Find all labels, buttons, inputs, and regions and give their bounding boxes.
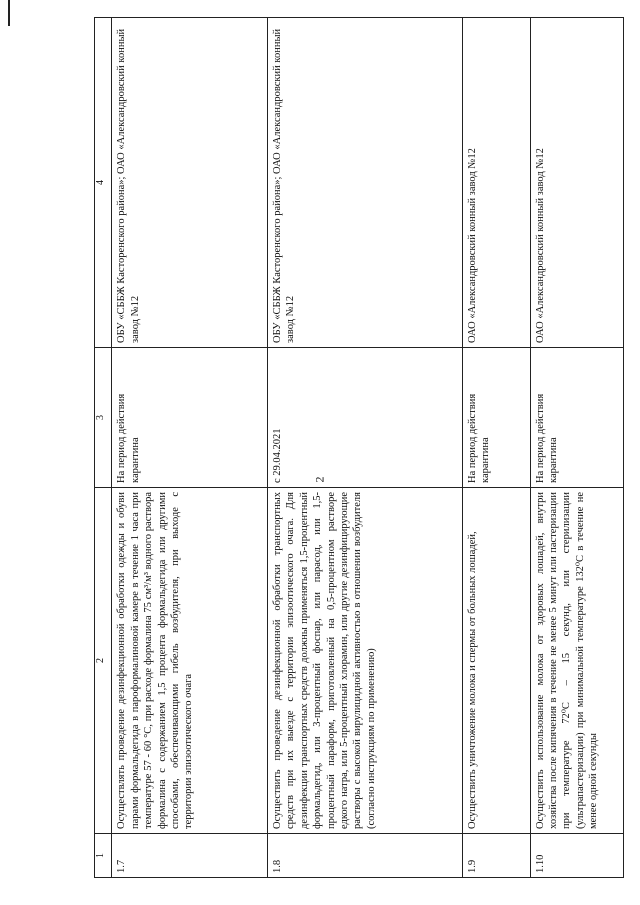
table-row — [462, 18, 530, 878]
measure-text: Осуществлять проведение дезинфекционной обработки одежды и обуви парами формальдегида в пароформалиновой камере в течение 1 часа при температуре 57 - 60 °С, при расходе формалина 75 см³/м³ водного раствора формалина с содержанием 1,5 процента формальдегида или другими способами, обеспечивающими гибель возбудителя, при выходе с территории эпизоотического очага — [112, 488, 268, 834]
row-number: 1.7 — [112, 834, 268, 878]
responsible-text: ОАО «Александровский конный завод №12 — [462, 18, 530, 348]
responsible-text: ОАО «Александровский конный завод №12 — [530, 18, 623, 348]
term-text: На период действия карантина — [112, 348, 268, 488]
measures-table — [94, 17, 624, 878]
table-row — [530, 18, 623, 878]
responsible-text: ОБУ «СББЖ Касторенского района»; ОАО «Александровский конный завод №12 — [112, 18, 268, 348]
page-number: 2 — [312, 476, 327, 483]
scan-edge-mark — [8, 0, 10, 26]
column-header: 4 — [95, 18, 112, 348]
column-header: 1 — [95, 834, 112, 878]
term-text: с 29.04.2021 — [267, 348, 462, 488]
row-number: 1.9 — [462, 834, 530, 878]
table-header-row — [95, 18, 112, 878]
measure-text: Осуществить проведение дезинфекционной обработки транспортных средств при их выезде с территории эпизоотического очага. Для дезинфекции транспортных средств должны применяться 1,5-процентный формальдегид, или 3-процентный фоспар, или парасод, или 1,5-процентный параформ, приготовленный на 0,5-процентном растворе едкого натра, или 5-процентный хлорамин, или другие дезинфицирующие растворы с высокой вирулицидной активностью в отношении возбудителя (согласно инструкциям по применению) — [267, 488, 462, 834]
responsible-text: ОБУ «СББЖ Касторенского района»; ОАО «Александровский конный завод №12 — [267, 18, 462, 348]
measure-text: Осуществить использование молока от здоровых лошадей, внутри хозяйства после кипячения в течение не менее 5 минут или пастеризации при температуре 72⁰С – 15 секунд, или стерилизации (ультрапастеризации) при минимальной температуре 132⁰С в течение не менее одной секунды — [530, 488, 623, 834]
row-number: 1.10 — [530, 834, 623, 878]
table-row — [112, 18, 268, 878]
rotated-table-sheet — [94, 18, 624, 878]
term-text: На период действия карантина — [462, 348, 530, 488]
measure-text: Осуществить уничтожение молока и спермы от больных лошадей, — [462, 488, 530, 834]
row-number: 1.8 — [267, 834, 462, 878]
column-header: 3 — [95, 348, 112, 488]
column-header: 2 — [95, 488, 112, 834]
term-text: На период действия карантина — [530, 348, 623, 488]
table-row — [267, 18, 462, 878]
